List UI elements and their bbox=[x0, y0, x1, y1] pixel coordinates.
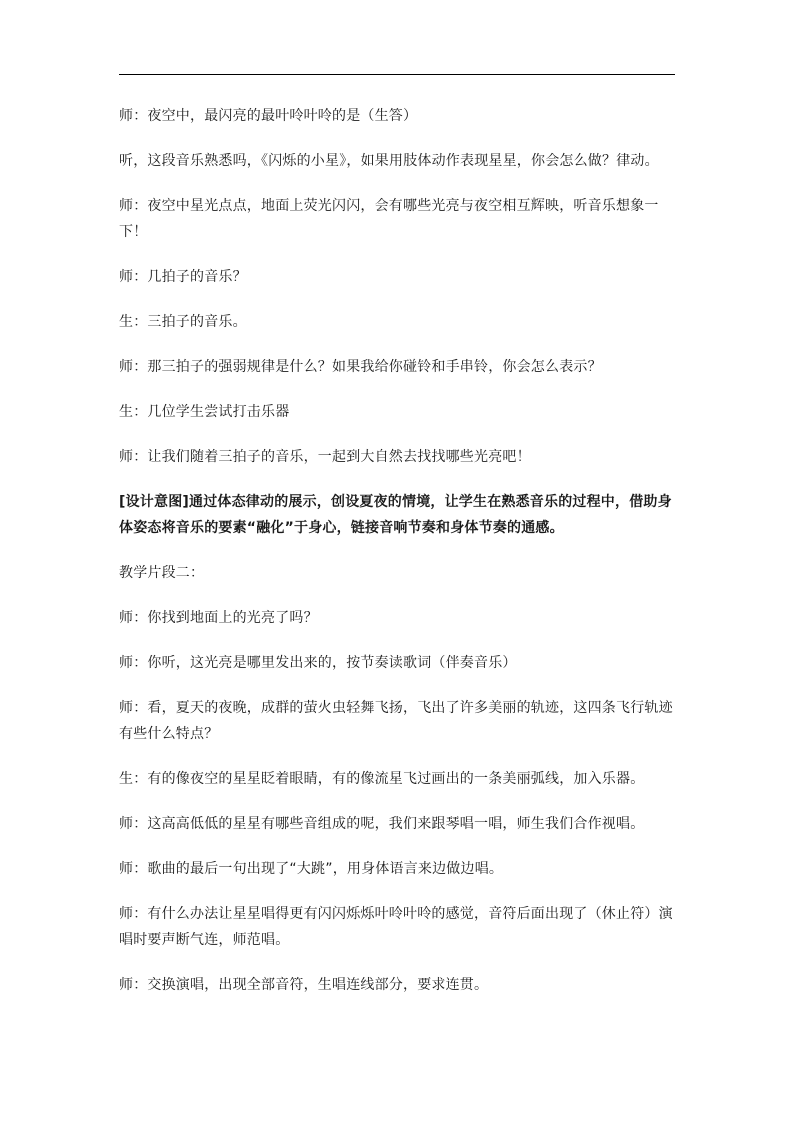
dialogue-line: 师：那三拍子的强弱规律是什么？如果我给你碰铃和手串铃，你会怎么表示？ bbox=[119, 359, 602, 375]
dialogue-line: 师：有什么办法让星星唱得更有闪闪烁烁叶呤叶呤的感觉，音符后面出现了（休止符）演唱时要声断气连，师范唱。 bbox=[119, 906, 673, 948]
dialogue-line: 师：几拍子的音乐？ bbox=[119, 269, 247, 285]
dialogue-line: 师：你找到地面上的光亮了吗？ bbox=[119, 610, 318, 626]
dialogue-line: 师：夜空中星光点点，地面上荧光闪闪，会有哪些光亮与夜空相互辉映，听音乐想象一下！ bbox=[119, 198, 659, 240]
dialogue-line: 生：有的像夜空的星星眨着眼睛，有的像流星飞过画出的一条美丽弧线，加入乐器。 bbox=[119, 771, 645, 787]
header-rule bbox=[119, 74, 675, 75]
dialogue-line: 师：让我们随着三拍子的音乐，一起到大自然去找找哪些光亮吧！ bbox=[119, 449, 531, 465]
section-heading: 教学片段二： bbox=[119, 565, 205, 581]
document-body bbox=[119, 103, 679, 1017]
dialogue-line: 生：三拍子的音乐。 bbox=[119, 314, 247, 330]
dialogue-line: 听，这段音乐熟悉吗，《闪烁的小星》，如果用肢体动作表现星星，你会怎么做？律动。 bbox=[119, 153, 659, 169]
dialogue-line: 生：几位学生尝试打击乐器 bbox=[119, 404, 290, 420]
dialogue-line: 师：夜空中，最闪亮的最叶呤叶呤的是（生答） bbox=[119, 108, 418, 124]
dialogue-line: 师：你听，这光亮是哪里发出来的，按节奏读歌词（伴奏音乐） bbox=[119, 655, 517, 671]
dialogue-line: 师：交换演唱，出现全部音符，生唱连线部分，要求连贯。 bbox=[119, 977, 489, 993]
dialogue-line: 师：歌曲的最后一句出现了“大跳”，用身体语言来边做边唱。 bbox=[119, 861, 504, 877]
design-intent-paragraph: [设计意图]通过体态律动的展示，创设夏夜的情境，让学生在熟悉音乐的过程中，借助身体姿态将音乐的要素“融化”于身心，链接音响节奏和身体节奏的通感。 bbox=[119, 494, 672, 536]
dialogue-line: 师：这高高低低的星星有哪些音组成的呢，我们来跟琴唱一唱，师生我们合作视唱。 bbox=[119, 816, 645, 832]
dialogue-line: 师：看，夏天的夜晚，成群的萤火虫轻舞飞扬，飞出了许多美丽的轨迹，这四条飞行轨迹有些什么特点？ bbox=[119, 700, 673, 742]
